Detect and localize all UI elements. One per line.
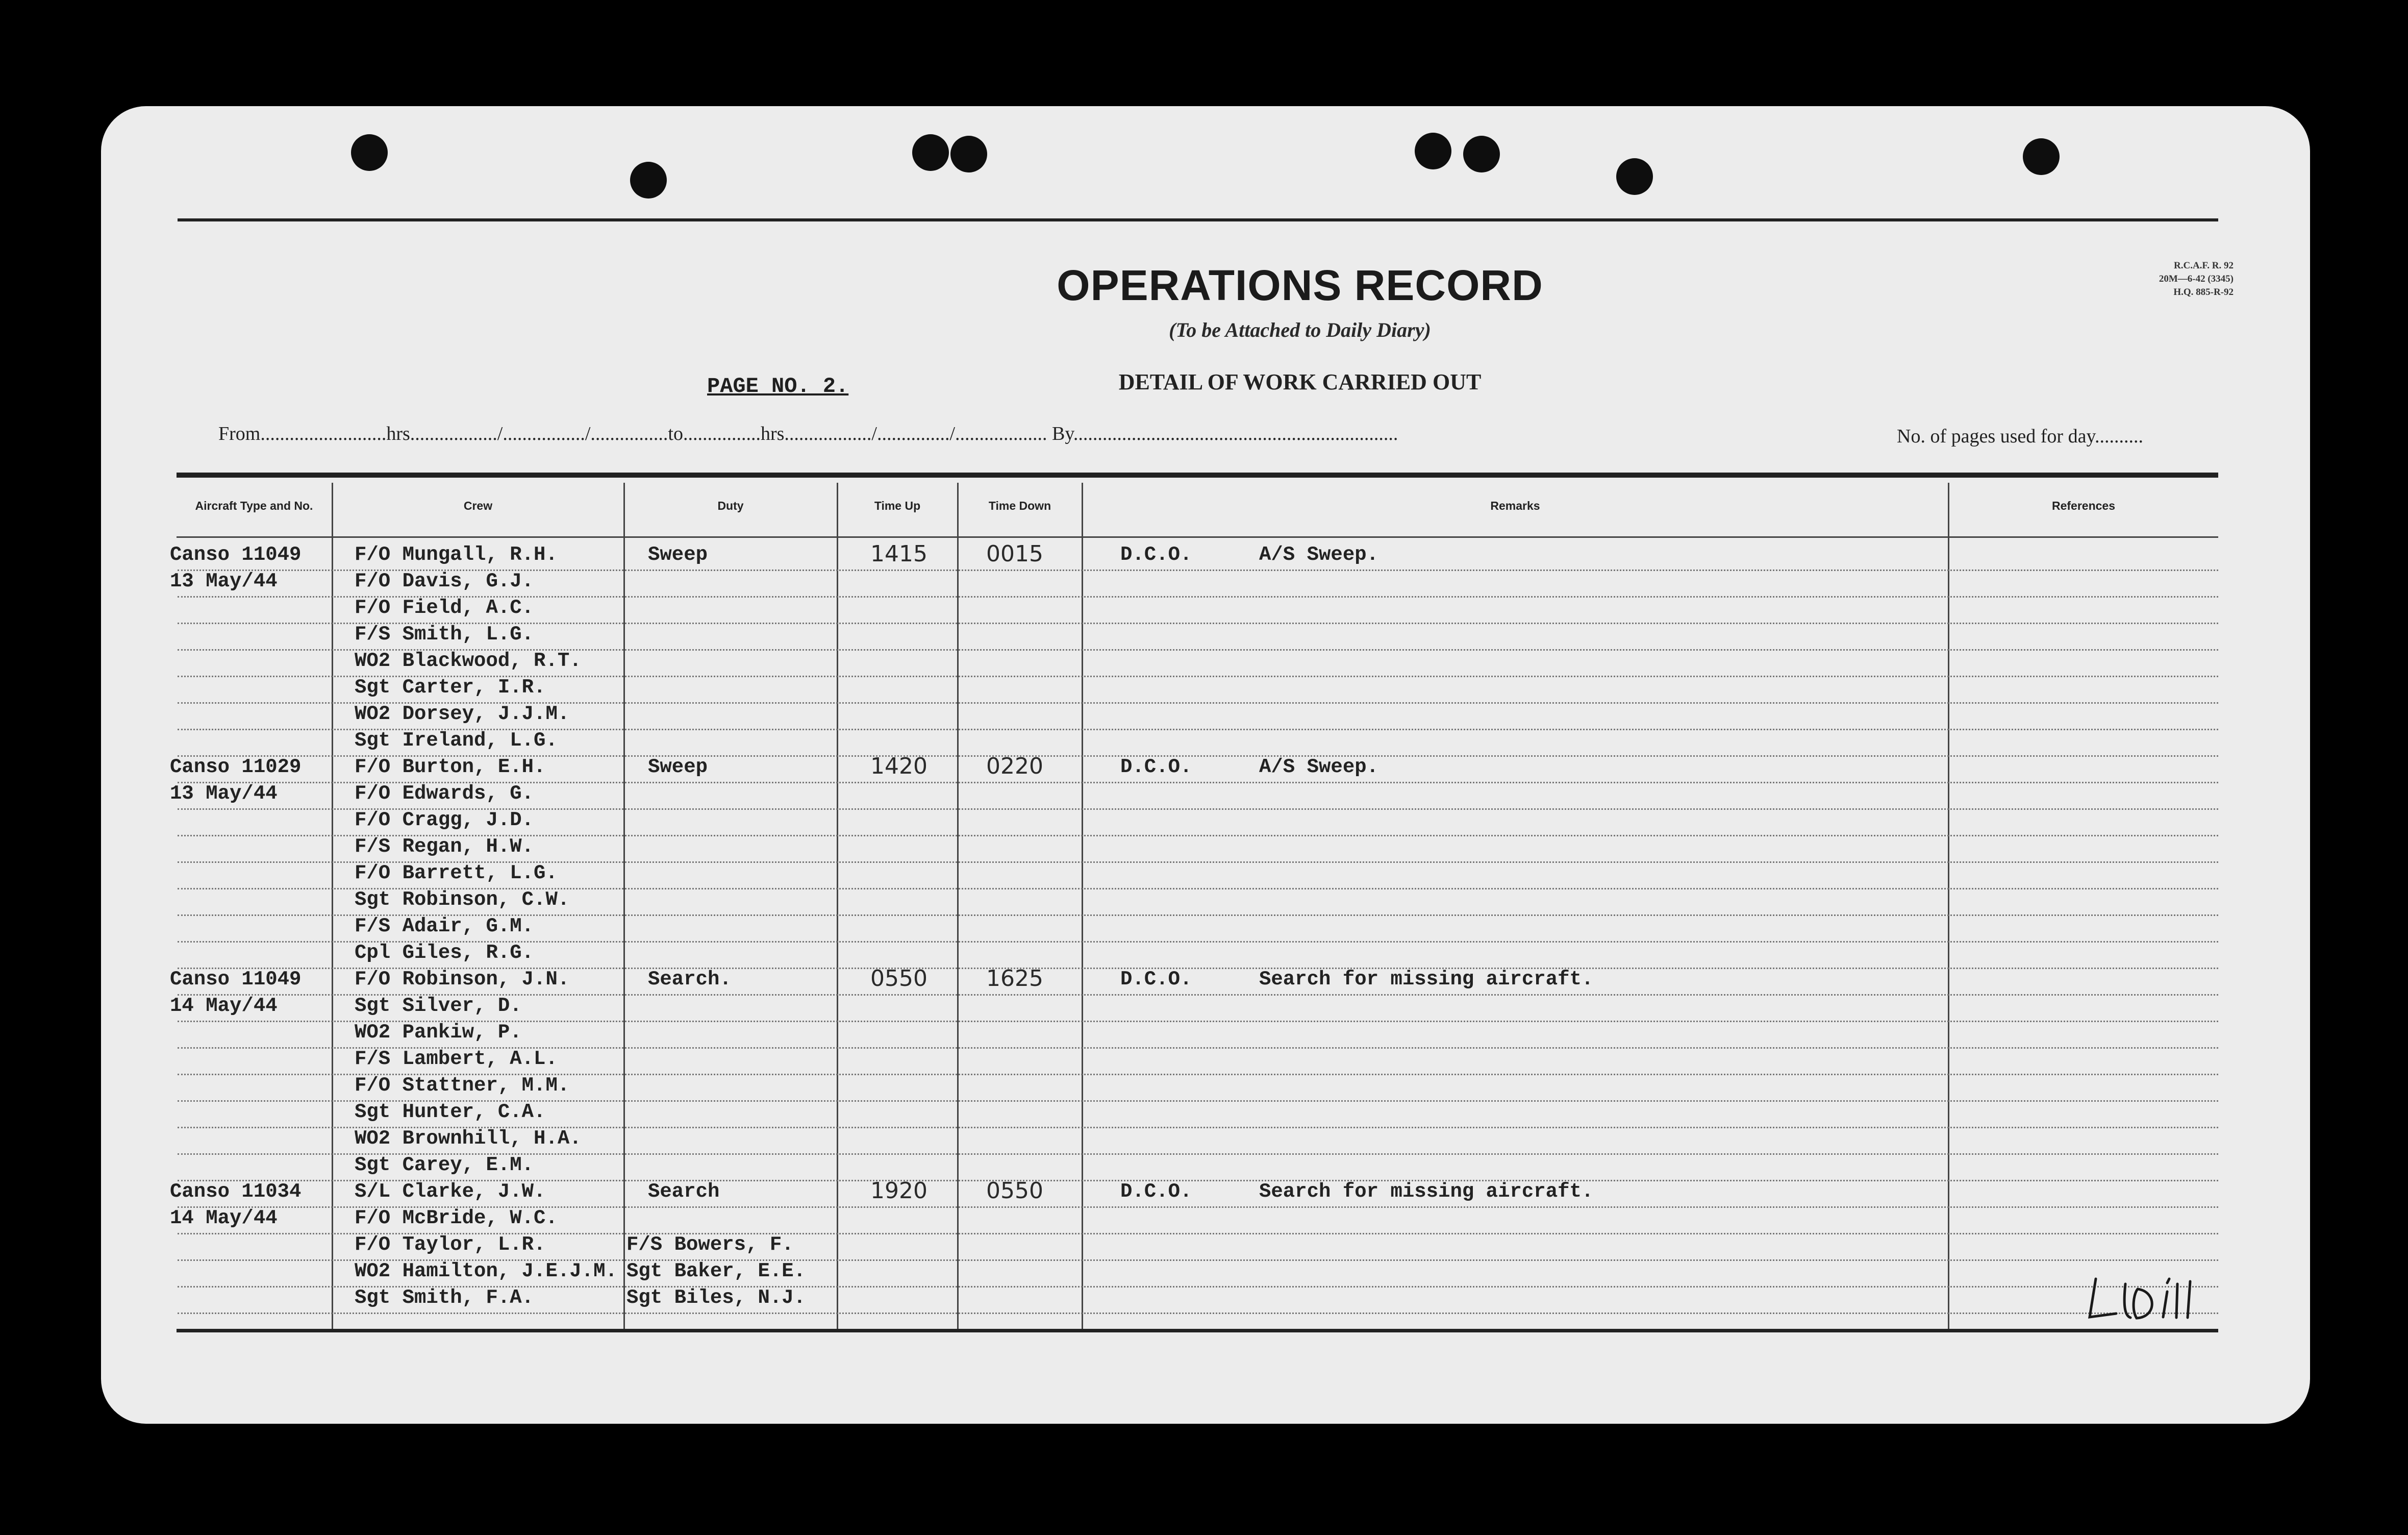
pages-used-line: No. of pages used for day.......... <box>1897 426 2143 447</box>
col-header-references: References <box>2051 499 2116 512</box>
crew-member: F/S Smith, L.G. <box>355 623 534 646</box>
punch-hole <box>950 136 987 172</box>
crew-member: WO2 Hamilton, J.E.J.M. <box>355 1260 617 1282</box>
crew-member: F/O Field, A.C. <box>355 597 534 619</box>
remarks-code: D.C.O. <box>1120 756 1192 778</box>
crew-member: F/S Lambert, A.L. <box>355 1048 558 1070</box>
remarks-text: Search for missing aircraft. <box>1259 968 1594 991</box>
crew-member: Sgt Robinson, C.W. <box>355 888 570 911</box>
aircraft-label: Canso 11034 <box>170 1180 302 1203</box>
time-down: 1625 <box>986 965 1043 992</box>
col-divider <box>332 483 333 1329</box>
col-header-time-up: Time Up <box>874 499 921 512</box>
col-divider <box>1948 483 1949 1329</box>
remarks-code: D.C.O. <box>1120 1180 1192 1203</box>
aircraft-label: Canso 11029 <box>170 756 302 778</box>
entry-date: 14 May/44 <box>170 995 278 1017</box>
crew-member: Sgt Ireland, L.G. <box>355 729 558 752</box>
crew-member: Sgt Silver, D. <box>355 995 522 1017</box>
crew-member: S/L Clarke, J.W. <box>355 1180 546 1203</box>
time-down: 0220 <box>986 753 1043 779</box>
signature-mark <box>2080 1269 2208 1325</box>
crew-member: F/O Stattner, M.M. <box>355 1074 570 1097</box>
form-code-line: R.C.A.F. R. 92 <box>2174 260 2234 271</box>
duty-crew-member: Sgt Baker, E.E. <box>626 1260 806 1282</box>
from-line: From..........................hrs................../................./................to................hrs................../.............../................... By................................................................... <box>218 423 1398 444</box>
time-up: 1415 <box>870 540 927 567</box>
duty-label: Search. <box>648 968 732 991</box>
punch-hole <box>351 134 388 171</box>
duty-label: Sweep <box>648 756 708 778</box>
crew-member: Cpl Giles, R.G. <box>355 942 534 964</box>
top-rule <box>178 218 2218 221</box>
time-up: 1420 <box>870 753 927 779</box>
crew-member: F/S Regan, H.W. <box>355 835 534 858</box>
col-header-remarks: Remarks <box>1490 499 1540 512</box>
crew-member: Sgt Smith, F.A. <box>355 1286 534 1309</box>
remarks-text: A/S Sweep. <box>1259 543 1379 566</box>
ruled-line <box>178 1313 2218 1314</box>
entry-date: 14 May/44 <box>170 1207 278 1229</box>
punch-hole <box>630 162 667 199</box>
remarks-text: Search for missing aircraft. <box>1259 1180 1594 1203</box>
punch-hole <box>1463 136 1500 172</box>
crew-member: WO2 Brownhill, H.A. <box>355 1127 582 1150</box>
form-code <box>2070 259 2234 299</box>
entry-date: 13 May/44 <box>170 570 278 592</box>
signature <box>2080 1269 2208 1327</box>
punch-hole <box>1415 133 1451 169</box>
col-header-duty: Duty <box>717 499 744 512</box>
time-up: 1920 <box>870 1177 927 1204</box>
crew-member: F/O McBride, W.C. <box>355 1207 558 1229</box>
punch-hole <box>912 134 949 171</box>
time-up: 0550 <box>870 965 927 992</box>
duty-crew-member: F/S Bowers, F. <box>626 1233 794 1256</box>
page-title: OPERATIONS RECORD <box>1057 261 1543 309</box>
form-code-line: 20M—6-42 (3345) <box>2159 274 2234 284</box>
duty-label: Search <box>648 1180 720 1203</box>
table-top-rule <box>177 473 2218 478</box>
crew-member: F/S Adair, G.M. <box>355 915 534 937</box>
crew-member: F/O Davis, G.J. <box>355 570 534 592</box>
page-subtitle: (To be Attached to Daily Diary) <box>1169 318 1431 341</box>
crew-member: F/O Cragg, J.D. <box>355 809 534 831</box>
duty-label: Sweep <box>648 543 708 566</box>
crew-member: WO2 Blackwood, R.T. <box>355 650 582 672</box>
page-number: PAGE NO. 2. <box>707 374 849 399</box>
entry-date: 13 May/44 <box>170 782 278 805</box>
col-divider <box>623 483 625 1329</box>
record-card <box>101 106 2310 1424</box>
crew-member: WO2 Pankiw, P. <box>355 1021 522 1044</box>
crew-member: F/O Barrett, L.G. <box>355 862 558 884</box>
col-divider <box>1082 483 1083 1329</box>
punch-hole <box>1616 158 1653 195</box>
crew-member: F/O Burton, E.H. <box>355 756 546 778</box>
table-header-rule <box>177 536 2218 538</box>
col-divider <box>957 483 959 1329</box>
col-header-aircraft: Aircraft Type and No. <box>195 499 313 512</box>
remarks-code: D.C.O. <box>1120 543 1192 566</box>
crew-member: F/O Mungall, R.H. <box>355 543 558 566</box>
aircraft-label: Canso 11049 <box>170 968 302 991</box>
crew-member: Sgt Hunter, C.A. <box>355 1101 546 1123</box>
col-divider <box>837 483 838 1329</box>
remarks-code: D.C.O. <box>1120 968 1192 991</box>
crew-member: WO2 Dorsey, J.J.M. <box>355 703 570 725</box>
time-down: 0015 <box>986 540 1043 567</box>
form-code-line: H.Q. 885-R-92 <box>2173 287 2234 298</box>
remarks-text: A/S Sweep. <box>1259 756 1379 778</box>
duty-crew-member: Sgt Biles, N.J. <box>626 1286 806 1309</box>
detail-heading: DETAIL OF WORK CARRIED OUT <box>1118 369 1482 394</box>
punch-hole <box>2023 138 2060 175</box>
crew-member: F/O Robinson, J.N. <box>355 968 570 991</box>
time-down: 0550 <box>986 1177 1043 1204</box>
table-bottom-rule <box>177 1329 2218 1332</box>
aircraft-label: Canso 11049 <box>170 543 302 566</box>
crew-member: Sgt Carey, E.M. <box>355 1154 534 1176</box>
crew-member: Sgt Carter, I.R. <box>355 676 546 699</box>
col-header-crew: Crew <box>463 499 493 512</box>
crew-member: F/O Edwards, G. <box>355 782 534 805</box>
crew-member: F/O Taylor, L.R. <box>355 1233 546 1256</box>
col-header-time-down: Time Down <box>988 499 1051 512</box>
